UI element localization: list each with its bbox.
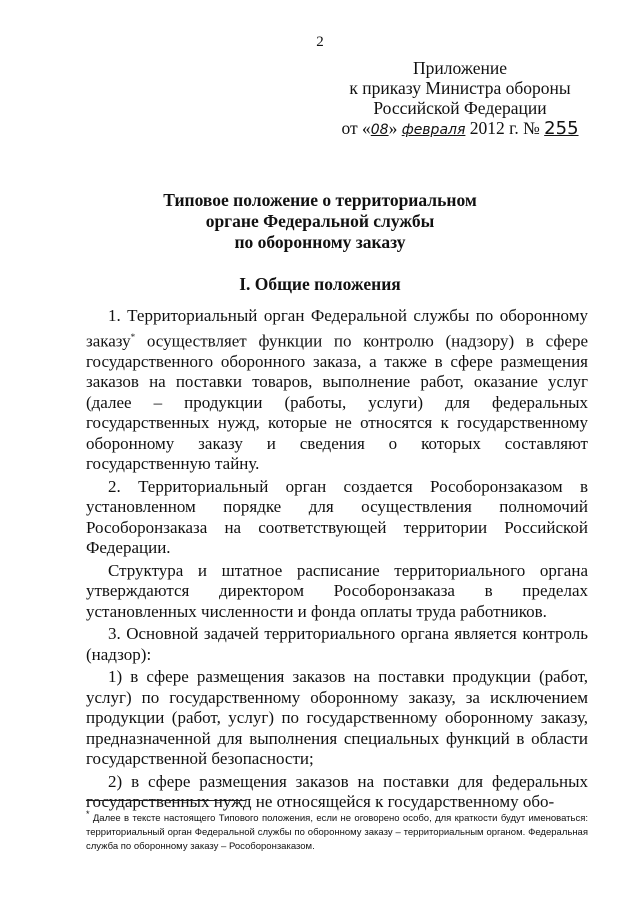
footnote-divider bbox=[86, 800, 246, 801]
appendix-header bbox=[330, 58, 590, 140]
document-title bbox=[140, 190, 500, 253]
date-year: 2012 г. № bbox=[465, 118, 545, 138]
date-prefix: от « bbox=[341, 118, 371, 138]
title-line-2: органе Федеральной службы bbox=[205, 211, 435, 231]
paragraph-1-start: 1. Территориальный орган Федеральной службы по оборонному заказу bbox=[86, 306, 588, 351]
page-number: 2 bbox=[316, 34, 324, 50]
paragraph-4: 3. Основной задачей территориального органа является контроль (надзор): bbox=[86, 624, 588, 664]
paragraph-2: 2. Территориальный орган создается Рособоронзаказом в установленном порядке для осуществления полномочий Рособоронзаказа на соответствующей территории Российской Федерации. bbox=[86, 476, 588, 558]
paragraph-5: 1) в сфере размещения заказов на поставки продукции (работ, услуг) по государственному оборонному заказу, за исключением продукции (работ, услуг) по государственному оборонному заказу, предназначенной для выполнения специальных функций в области государственной безопасности; bbox=[86, 667, 588, 769]
appendix-date-line bbox=[330, 118, 590, 140]
appendix-label: Приложение bbox=[413, 58, 507, 78]
paragraph-1-end: осуществляет функции по контролю (надзору) в сфере государственного оборонного заказа, а также в сфере размещения заказов на поставки товаров, выполнение работ, оказание услуг (далее – продукции (работы, услуги) для федеральных государственных нужд, которые не относятся к государственному оборонному заказу и сведения о которых составляют государственную тайну. bbox=[86, 331, 588, 474]
document-body bbox=[86, 306, 588, 815]
footnote-mark: * bbox=[86, 809, 90, 819]
handwritten-day: 08 bbox=[370, 122, 389, 138]
handwritten-order-number: 255 bbox=[544, 118, 579, 139]
date-separator: » bbox=[388, 118, 402, 138]
section-heading: I. Общие положения bbox=[239, 274, 401, 294]
appendix-order-line: к приказу Министра обороны bbox=[349, 78, 571, 98]
paragraph-1 bbox=[86, 306, 588, 475]
paragraph-6: 2) в сфере размещения заказов на поставки для федеральных государственных нужд не относящейся к государственному обо- bbox=[86, 771, 588, 812]
title-line-3: по оборонному заказу bbox=[234, 232, 406, 252]
footnote-text: Далее в тексте настоящего Типового положения, если не оговорено особо, для краткости будут именоваться: территориальный орган Федеральной службы по оборонному заказу – территориальным органом. Федеральная служба по оборонному заказу – Рособоронзаказом. bbox=[86, 813, 588, 853]
footnote bbox=[86, 807, 588, 854]
handwritten-month: февраля bbox=[401, 122, 466, 138]
title-line-1: Типовое положение о территориальном bbox=[163, 190, 477, 210]
appendix-country-line: Российской Федерации bbox=[373, 98, 547, 118]
footnote-reference: * bbox=[130, 331, 136, 342]
paragraph-3: Структура и штатное расписание территориального органа утверждаются директором Рособоронзаказа в пределах установленных численности и фонда оплаты труда работников. bbox=[86, 560, 588, 621]
